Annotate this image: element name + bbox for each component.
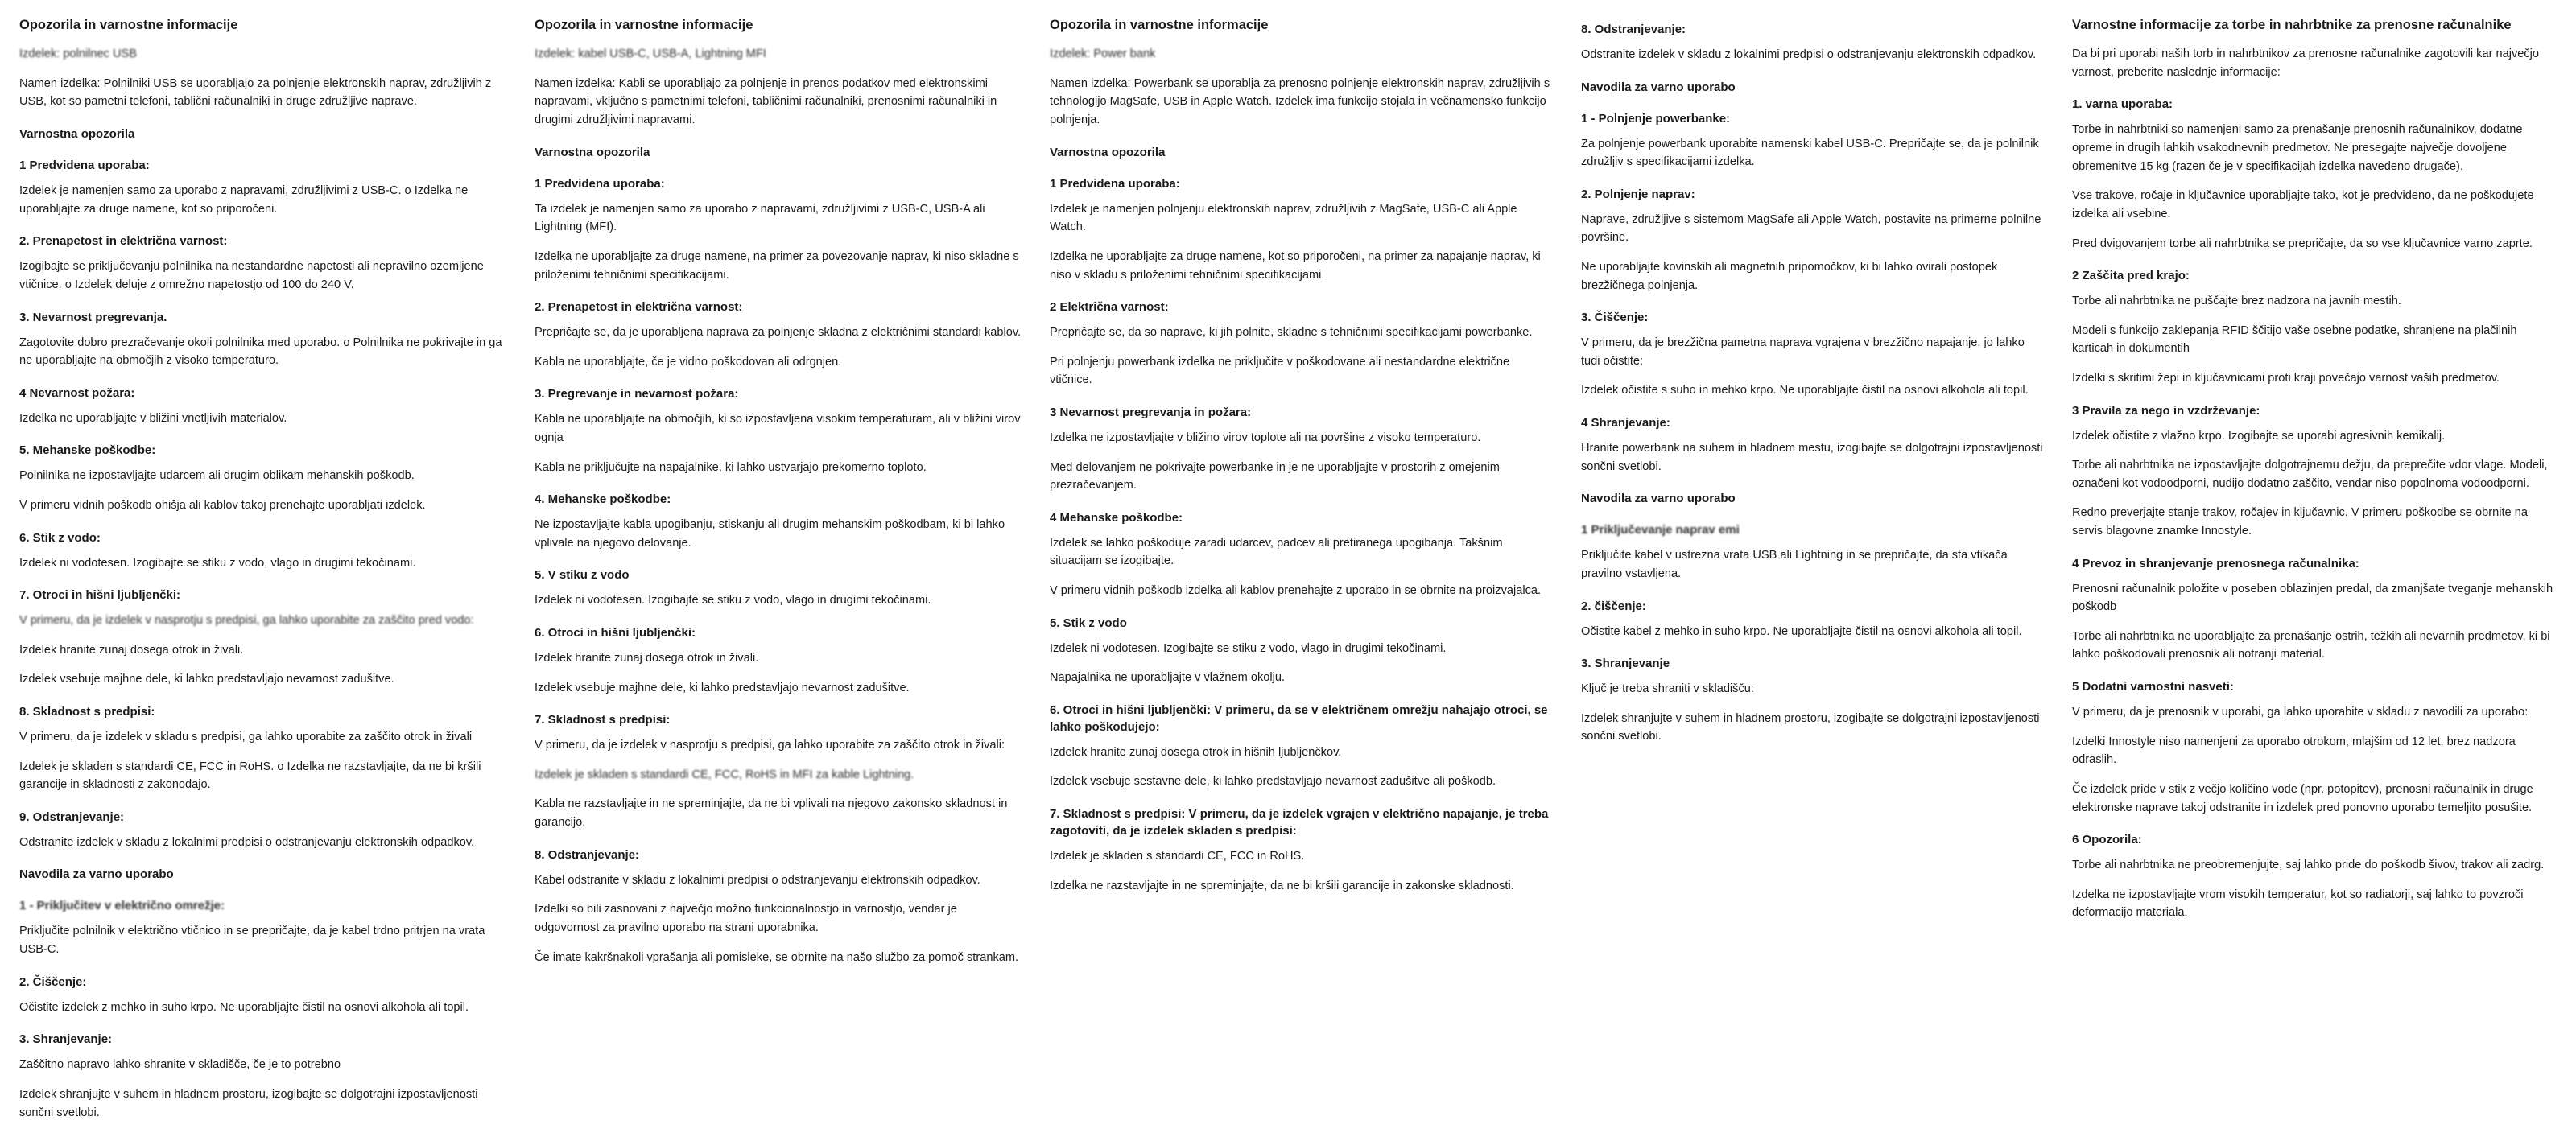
subsection-heading: 4 Prevoz in shranjevanje prenosnega računalnika: xyxy=(2072,556,2359,570)
paragraph: Izdelek je skladen s standardi CE, FCC in RoHS. o Izdelka ne razstavljajte, da ne bi kršili garancije in skladnosti z zakonodajo. xyxy=(19,760,481,792)
subsection-heading: 1 Priključevanje naprav emi xyxy=(1581,523,1740,538)
subsection-heading: 1 Predvidena uporaba: xyxy=(1050,176,1180,191)
subsection-heading: 3. Shranjevanje: xyxy=(19,1032,113,1047)
paragraph: Izdelek se lahko poškoduje zaradi udarcev, padcev ali pretiranega upogibanja. Takšnim situacijam se izogibajte. xyxy=(1050,536,1503,568)
subsection-heading: Varnostna opozorila xyxy=(535,145,650,159)
paragraph: V primeru, da je brezžična pametna naprava vgrajena v brezžično napajanje, jo lahko tudi očistite: xyxy=(1581,336,2025,368)
paragraph: Izdelek shranjujte v suhem in hladnem prostoru, izogibajte se dolgotrajni izpostavljenosti sončni svetlobi. xyxy=(1581,711,2040,744)
subsection-heading: 1. varna uporaba: xyxy=(2072,97,2174,112)
paragraph: Izdelki Innostyle niso namenjeni za uporabo otrokom, mlajšim od 12 let, brez nadzora odraslih. xyxy=(2072,735,2516,767)
paragraph: Vse trakove, ročaje in ključavnice uporabljajte tako, kot je predvideno, da ne poškodujete izdelka ali vsebine. xyxy=(2072,189,2534,220)
paragraph: Odstranite izdelek v skladu z lokalnimi predpisi o odstranjevanju elektronskih odpadkov. xyxy=(19,835,475,849)
subsection-heading: 6. Otroci in hišni ljubljenčki: V primeru, da se v električnem omrežju nahajajo otroci, se lahko poškodujejo: xyxy=(1050,702,1548,734)
subsection-heading: 2. Prenapetost in električna varnost: xyxy=(19,234,228,249)
paragraph: Izdelek vsebuje majhne dele, ki lahko predstavljajo nevarnost zadušitve. xyxy=(535,681,910,694)
paragraph: Izdelki s skritimi žepi in ključavnicami proti kraji povečajo varnost vaših predmetov. xyxy=(2072,371,2500,385)
subsection-heading: 8. Skladnost s predpisi: xyxy=(19,705,155,719)
subsection-heading: 8. Odstranjevanje: xyxy=(1581,23,1686,36)
paragraph: V primeru, da je izdelek v nasprotju s predpisi, ga lahko uporabite za zaščito otrok in živali: xyxy=(535,739,1005,752)
subsection-heading: 8. Odstranjevanje: xyxy=(535,847,640,862)
paragraph: Redno preverjajte stanje trakov, ročajev in ključavnic. V primeru poškodbe se obrnite na servis blagovne znamke Innostyle. xyxy=(2072,506,2528,538)
paragraph: Priključite polnilnik v električno vtičnico in se prepričajte, da je kabel trdno pritrjen na vrata USB-C. xyxy=(19,925,485,957)
paragraph: Izdelka ne uporabljajte za druge namene, kot so priporočeni, na primer za napajanje naprav, ki niso v skladu s priloženimi tehničnimi specifikacijami. xyxy=(1050,249,1541,282)
paragraph: Izdelka ne izpostavljajte vrom visokih temperatur, kot so radiatorji, saj lahko to povzroči deformacijo materiala. xyxy=(2072,888,2524,920)
paragraph: Če imate kakršnakoli vprašanja ali pomisleke, se obrnite na našo službo za pomoč strankam. xyxy=(535,950,1019,964)
paragraph: Torbe ali nahrbtnika ne puščajte brez nadzora na javnih mestih. xyxy=(2072,295,2401,308)
paragraph: Pri polnjenju powerbank izdelka ne priključite v poškodovane ali nestandardne električne vtičnice. xyxy=(1050,355,1510,387)
subsection-heading: 3. Nevarnost pregrevanja. xyxy=(19,310,167,324)
subsection-heading: 6 Opozorila: xyxy=(2072,833,2142,847)
subsection-heading: 5. Stik z vodo xyxy=(1050,616,1127,630)
column-usb-cable xyxy=(19,16,535,1133)
product-lead: Izdelek: polnilnec USB xyxy=(19,47,138,61)
subsection-heading: Navodila za varno uporabo xyxy=(19,867,174,882)
paragraph: V primeru, da je prenosnik v uporabi, ga lahko uporabite v skladu z navodili za uporabo: xyxy=(2072,706,2529,719)
subsection-heading: 4 Nevarnost požara: xyxy=(19,385,135,400)
paragraph: Zaščitno napravo lahko shranite v skladišče, če je to potrebno xyxy=(19,1058,341,1072)
paragraph: Izdelek hranite zunaj dosega otrok in hišnih ljubljenčkov. xyxy=(1050,745,1342,759)
subsection-heading: 7. Otroci in hišni ljubljenčki: xyxy=(19,588,181,603)
subsection-heading: 4. Mehanske poškodbe: xyxy=(535,492,671,507)
paragraph: Izdelka ne uporabljajte v bližini vnetljivih materialov. xyxy=(19,411,287,425)
paragraph: Zagotovite dobro prezračevanje okoli polnilnika med uporabo. o Polnilnika ne pokrivajte in ga ne uporabljajte na območjih z visoko temperaturo. xyxy=(19,336,502,368)
subsection-heading: 2. Čiščenje: xyxy=(19,974,87,989)
paragraph: Izdelka ne razstavljajte in ne spreminjajte, da ne bi kršili garancije in zakonske skladnosti. xyxy=(1050,879,1514,892)
subsection-heading: 1 Predvidena uporaba: xyxy=(19,159,150,173)
paragraph: Izdelek vsebuje majhne dele, ki lahko predstavljajo nevarnost zadušitve. xyxy=(19,673,394,686)
subsection-heading: 2 Zaščita pred krajo: xyxy=(2072,269,2190,283)
section-heading: Opozorila in varnostne informacije xyxy=(19,18,238,32)
column-powerbank xyxy=(1050,16,1581,906)
subsection-heading: 4 Shranjevanje: xyxy=(1581,416,1670,430)
subsection-heading: 3 Pravila za nego in vzdrževanje: xyxy=(2072,403,2260,418)
paragraph: Prepričajte se, da so naprave, ki jih polnite, skladne s tehničnimi specifikacijami powerbanke. xyxy=(1050,326,1533,340)
subsection-heading: 3. Shranjevanje xyxy=(1581,657,1670,671)
paragraph: Če izdelek pride v stik z večjo količino vode (npr. potopitev), prenosni računalnik in druge elektronske naprave takoj odstranite in izdelek pred ponovno uporabo temeljito posušite. xyxy=(2072,782,2533,814)
subsection-heading: 9. Odstranjevanje: xyxy=(19,809,125,824)
paragraph: Priključite kabel v ustrezna vrata USB ali Lightning in se prepričajte, da sta vtikača pravilno vstavljena. xyxy=(1581,549,2008,580)
paragraph: Napajalnika ne uporabljajte v vlažnem okolju. xyxy=(1050,671,1286,685)
subsection-heading: 1 Predvidena uporaba: xyxy=(535,176,665,191)
subsection-heading: 3 Nevarnost pregrevanja in požara: xyxy=(1050,405,1252,419)
paragraph: Ta izdelek je namenjen samo za uporabo z napravami, združljivimi z USB-C, USB-A ali Lightning (MFI). xyxy=(535,202,985,234)
paragraph: Izdelek hranite zunaj dosega otrok in živali. xyxy=(19,643,244,657)
paragraph: Kabla ne razstavljajte in ne spreminjajte, da ne bi vplivali na njegovo zakonsko skladnost in garancijo. xyxy=(535,797,1008,830)
paragraph: Naprave, združljive s sistemom MagSafe ali Apple Watch, postavite na primerne polnilne površine. xyxy=(1581,212,2041,245)
section-heading: Navodila za varno uporabo xyxy=(1581,492,1736,506)
subsection-heading: 2. Polnjenje naprav: xyxy=(1581,187,1695,201)
paragraph: Izdelek očistite z vlažno krpo. Izogibajte se uporabi agresivnih kemikalij. xyxy=(2072,429,2446,443)
paragraph: Ne uporabljajte kovinskih ali magnetnih pripomočkov, ki bi lahko ovirali postopek brezžičnega polnjenja. xyxy=(1581,261,1998,292)
subsection-heading: 5 Dodatni varnostni nasveti: xyxy=(2072,680,2234,694)
paragraph: Namen izdelka: Kabli se uporabljajo za polnjenje in prenos podatkov med elektronskimi napravami, vključno s pametnimi telefoni, tabličnimi računalniki, prenosnimi računalniki in drugimi združljivimi napravami. xyxy=(535,76,997,127)
column-lightning-mfi xyxy=(535,16,1050,978)
paragraph: Izdelka ne izpostavljajte v bližino virov toplote ali na površine z visoko temperaturo. xyxy=(1050,430,1481,444)
paragraph: Za polnjenje powerbank uporabite namenski kabel USB-C. Prepričajte se, da je polnilnik združljiv s specifikacijami izdelka. xyxy=(1581,137,2039,169)
subsection-heading: 2. Prenapetost in električna varnost: xyxy=(535,300,743,315)
paragraph: Izdelek je namenjen samo za uporabo z napravami, združljivimi z USB-C. o Izdelka ne uporabljajte za druge namene, kot so priporočeni. xyxy=(19,184,469,216)
subsection-heading: 1 - Priključitev v električno omrežje: xyxy=(19,899,225,913)
paragraph: Kabla ne priključujte na napajalnike, ki lahko ustvarjajo prekomerno toploto. xyxy=(535,460,927,474)
paragraph: Pred dvigovanjem torbe ali nahrbtnika se prepričajte, da so vse ključavnice varno zaprte. xyxy=(2072,237,2533,250)
section-heading: Navodila za varno uporabo xyxy=(1581,80,1736,94)
subsection-heading: 2 Električna varnost: xyxy=(1050,300,1169,315)
product-lead: Izdelek: kabel USB-C, USB-A, Lightning MFI xyxy=(535,47,766,61)
paragraph: Izdelek ni vodotesen. Izogibajte se stiku z vodo, vlago in drugimi tekočinami. xyxy=(535,594,931,608)
paragraph: Hranite powerbank na suhem in hladnem mestu, izogibajte se dolgotrajni izpostavljenosti sončni svetlobi. xyxy=(1581,442,2043,473)
paragraph: Izdelek ni vodotesen. Izogibajte se stiku z vodo, vlago in drugimi tekočinami. xyxy=(19,556,416,570)
paragraph: Prenosni računalnik položite v poseben oblazinjen predal, da zmanjšate tveganje mehanskih poškodb xyxy=(2072,582,2553,614)
subsection-heading: 1 - Polnjenje powerbanke: xyxy=(1581,111,1731,126)
paragraph: Izdelek ni vodotesen. Izogibajte se stiku z vodo, vlago in drugimi tekočinami. xyxy=(1050,641,1447,655)
paragraph: Odstranite izdelek v skladu z lokalnimi predpisi o odstranjevanju elektronskih odpadkov. xyxy=(1581,48,2037,61)
paragraph: Kabla ne uporabljajte na območjih, ki so izpostavljena visokim temperaturam, ali v bližini virov ognja xyxy=(535,413,1021,444)
paragraph: Torbe ali nahrbtnika ne uporabljajte za prenašanje ostrih, težkih ali nevarnih predmetov, ki bi lahko poškodovali prenosnik ali notranji material. xyxy=(2072,629,2550,661)
paragraph: Izdelek je namenjen polnjenju elektronskih naprav, združljivih z MagSafe, USB-C ali Apple Watch. xyxy=(1050,202,1517,234)
column-powerbank-usage xyxy=(1581,16,2072,757)
subsection-heading: 2. čiščenje: xyxy=(1581,599,1646,613)
section-heading: Opozorila in varnostne informacije xyxy=(1050,18,1269,32)
subsection-heading: 7. Skladnost s predpisi: V primeru, da je izdelek vgrajen v električno napajanje, je treba zagotoviti, da je izdelek skladen s predpisi: xyxy=(1050,807,1549,838)
paragraph: Torbe ali nahrbtnika ne izpostavljajte dolgotrajnemu dežju, da preprečite vdor vlage. Modeli, označeni kot vodoodporni, nudijo dodatno zaščito, vendar niso popolnoma vodoodporni. xyxy=(2072,459,2548,490)
subsection-heading: 7. Skladnost s predpisi: xyxy=(535,713,671,727)
paragraph: V primeru vidnih poškodb izdelka ali kablov prenehajte z uporabo in se obrnite na proizvajalca. xyxy=(1050,584,1542,598)
product-lead: Izdelek: Power bank xyxy=(1050,47,1156,61)
subsection-heading: 3. Pregrevanje in nevarnost požara: xyxy=(535,387,739,402)
paragraph: Ključ je treba shraniti v skladišču: xyxy=(1581,682,1754,696)
paragraph: V primeru vidnih poškodb ohišja ali kablov takoj prenehajte uporabljati izdelek. xyxy=(19,498,426,512)
subsection-heading: Varnostna opozorila xyxy=(19,127,135,142)
paragraph: V primeru, da je izdelek v nasprotju s predpisi, ga lahko uporabite za zaščito pred vodo: xyxy=(19,614,474,628)
paragraph: Polnilnika ne izpostavljajte udarcem ali drugim oblikam mehanskih poškodb. xyxy=(19,469,415,483)
paragraph: Da bi pri uporabi naših torb in nahrbtnikov za prenosne računalnike zagotovili kar največjo varnost, preberite naslednje informacije: xyxy=(2072,47,2540,79)
paragraph: Izdelek je skladen s standardi CE, FCC in RoHS. xyxy=(1050,850,1305,863)
subsection-heading: 3. Čiščenje: xyxy=(1581,311,1649,325)
paragraph: Namen izdelka: Polnilniki USB se uporabljajo za polnjenje elektronskih naprav, združljivih z USB, kot so pametni telefoni, tablični računalniki in druge združljive naprave. xyxy=(19,76,492,109)
column-backpack xyxy=(2072,16,2555,933)
paragraph: Modeli s funkcijo zaklepanja RFID ščitijo vaše osebne podatke, shranjene na plačilnih karticah in dokumentih xyxy=(2072,323,2517,356)
paragraph: Izogibajte se priključevanju polnilnika na nestandardne napetosti ali nepravilno ozemljene vtičnice. o Izdelek deluje z omrežno napetostjo od 100 do 240 V. xyxy=(19,260,484,291)
paragraph: Torbe in nahrbtniki so namenjeni samo za prenašanje prenosnih računalnikov, dodatne opreme in drugih lahkih vsakodnevnih predmetov. Ne presegajte največje dovoljene obremenitve 15 kg (razen če je v specifikacijah izdelka navedeno drugače). xyxy=(2072,123,2523,173)
paragraph: Očistite izdelek z mehko in suho krpo. Ne uporabljajte čistil na osnovi alkohola ali topil. xyxy=(19,1000,469,1014)
paragraph: Kabla ne uporabljajte, če je vidno poškodovan ali odrgnjen. xyxy=(535,355,842,369)
subsection-heading: 5. Mehanske poškodbe: xyxy=(19,443,156,458)
paragraph: Izdelek očistite s suho in mehko krpo. Ne uporabljajte čistil na osnovi alkohola ali topil. xyxy=(1581,384,2029,397)
subsection-heading: 6. Otroci in hišni ljubljenčki: xyxy=(535,626,696,641)
paragraph: Kabel odstranite v skladu z lokalnimi predpisi o odstranjevanju elektronskih odpadkov. xyxy=(535,873,980,887)
paragraph: Namen izdelka: Powerbank se uporablja za prenosno polnjenje elektronskih naprav, združljivih s tehnologijo MagSafe, USB in Apple Watch. Izdelek ima funkcijo stojala in večnamensko funkcijo polnjenja. xyxy=(1050,76,1550,127)
section-heading: Varnostne informacije za torbe in nahrbtnike za prenosne računalnike xyxy=(2072,18,2512,32)
paragraph: Izdelek je skladen s standardi CE, FCC, RoHS in MFI za kable Lightning. xyxy=(535,768,914,781)
subsection-heading: 4 Mehanske poškodbe: xyxy=(1050,510,1183,525)
paragraph: Prepričajte se, da je uporabljena naprava za polnjenje skladna z električnimi standardi kablov. xyxy=(535,326,1022,340)
paragraph: V primeru, da je izdelek v skladu s predpisi, ga lahko uporabite za zaščito otrok in živali xyxy=(19,731,473,744)
paragraph: Izdelki so bili zasnovani z največjo možno funkcionalnostjo in varnostjo, vendar je odgovornost za pravilno uporabo na strani uporabnika. xyxy=(535,903,957,934)
subsection-heading: 6. Stik z vodo: xyxy=(19,530,101,545)
paragraph: Torbe ali nahrbtnika ne preobremenjujte, saj lahko pride do poškodb šivov, trakov ali zadrg. xyxy=(2072,859,2545,872)
paragraph: Ne izpostavljajte kabla upogibanju, stiskanju ali drugim mehanskim poškodbam, ki bi lahko vplivale na njegovo delovanje. xyxy=(535,518,1005,550)
paragraph: Izdelka ne uporabljajte za druge namene, na primer za povezovanje naprav, ki niso skladne s priloženimi tehničnimi specifikacijami. xyxy=(535,249,1019,282)
subsection-heading: 5. V stiku z vodo xyxy=(535,568,630,583)
section-heading: Opozorila in varnostne informacije xyxy=(535,18,753,32)
paragraph: Med delovanjem ne pokrivajte powerbanke in je ne uporabljajte v prostorih z omejenim prezračevanjem. xyxy=(1050,460,1500,492)
paragraph: Izdelek vsebuje sestavne dele, ki lahko predstavljajo nevarnost zadušitve ali poškodb. xyxy=(1050,775,1496,789)
subsection-heading: Varnostna opozorila xyxy=(1050,145,1166,159)
paragraph: Očistite kabel z mehko in suho krpo. Ne uporabljajte čistil na osnovi alkohola ali topil. xyxy=(1581,624,2022,638)
paragraph: Izdelek shranjujte v suhem in hladnem prostoru, izogibajte se dolgotrajni izpostavljenosti sončni svetlobi. xyxy=(19,1087,478,1119)
paragraph: Izdelek hranite zunaj dosega otrok in živali. xyxy=(535,652,759,665)
